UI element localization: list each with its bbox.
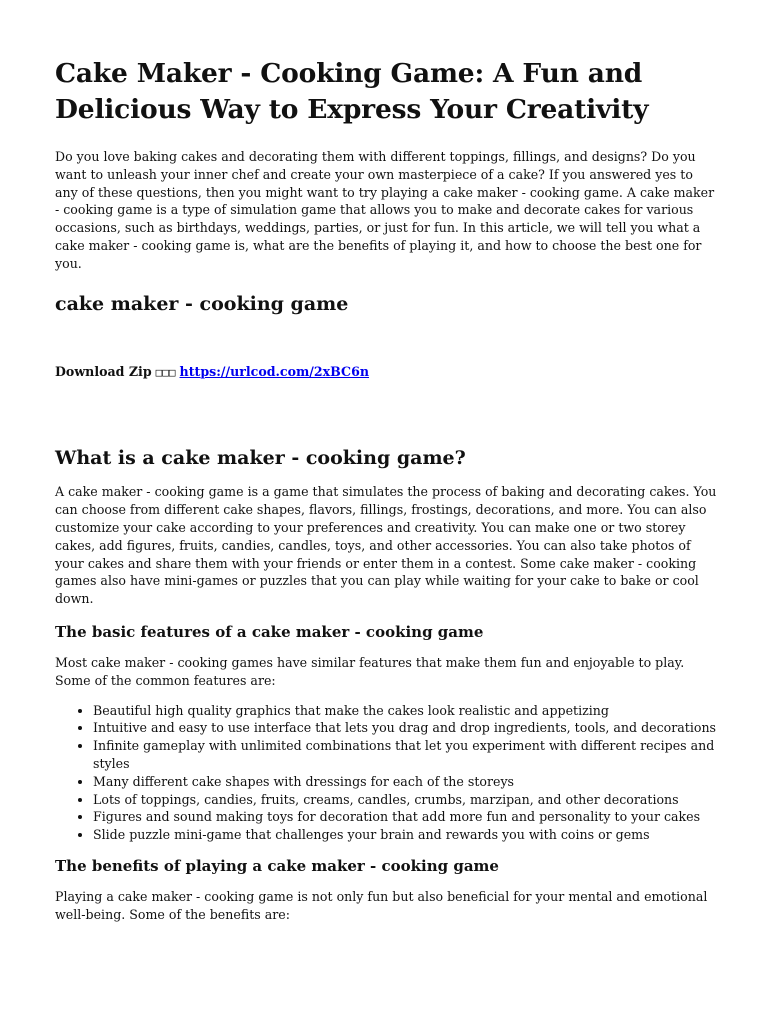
list-item: • Infinite gameplay with unlimited combinations that let you experiment with different recipes and styles <box>93 737 717 773</box>
intro-paragraph: Do you love baking cakes and decorating them with different toppings, fillings, and designs? Do you want to unleash your inner chef and create your own masterpiece of a cake? If you answered yes to any of these questions, then you might want to try playing a cake maker - cooking game. A cake maker - cooking game is a type of simulation game that allows you to make and decorate cakes for various occasions, such as birthdays, weddings, parties, or just for fun. In this article, we will tell you what a cake maker - cooking game is, what are the benefits of playing it, and how to choose the best one for you. <box>55 149 715 271</box>
download-label: Download Zip <box>55 363 152 379</box>
features-heading: The basic features of a cake maker - cooking game <box>55 622 484 641</box>
download-line <box>55 363 717 382</box>
benefits-heading: The benefits of playing a cake maker - cooking game <box>55 856 499 875</box>
what-heading: What is a cake maker - cooking game? <box>55 447 466 470</box>
keyword-heading: cake maker - cooking game <box>55 292 349 315</box>
list-item: • Many different cake shapes with dressings for each of the storeys <box>93 773 717 791</box>
list-item: • Lots of toppings, candies, fruits, creams, candles, crumbs, marzipan, and other decorations <box>93 791 717 809</box>
list-item: • Slide puzzle mini-game that challenges your brain and rewards you with coins or gems <box>93 826 717 844</box>
document-page <box>55 56 717 924</box>
download-link[interactable]: https://urlcod.com/2xBC6n <box>179 363 370 379</box>
what-paragraph: A cake maker - cooking game is a game that simulates the process of baking and decorating cakes. You can choose from different cake shapes, flavors, fillings, frostings, decorations, and more. You can also customize your cake according to your preferences and creativity. You can make one or two storey cakes, add figures, fruits, candies, candles, toys, and other accessories. You can also take photos of your cakes and share them with your friends or enter them in a contest. Some cake maker - cooking games also have mini-games or puzzles that you can play while waiting for your cake to bake or cool down. <box>55 484 717 607</box>
list-item: • Intuitive and easy to use interface that lets you drag and drop ingredients, tools, and decorations <box>93 719 717 737</box>
article-title: Cake Maker - Cooking Game: A Fun and Delicious Way to Express Your Creativity <box>55 58 649 125</box>
benefits-intro: Playing a cake maker - cooking game is not only fun but also beneficial for your mental and emotional well-being. Some of the benefits are: <box>55 888 708 922</box>
list-item: • Figures and sound making toys for decoration that add more fun and personality to your cakes <box>93 808 717 826</box>
features-list <box>55 702 717 844</box>
list-item: • Beautiful high quality graphics that make the cakes look realistic and appetizing <box>93 702 717 720</box>
placeholder-glyphs: □□□ <box>155 365 176 379</box>
features-intro: Most cake maker - cooking games have similar features that make them fun and enjoyable to play. Some of the common features are: <box>55 654 685 688</box>
